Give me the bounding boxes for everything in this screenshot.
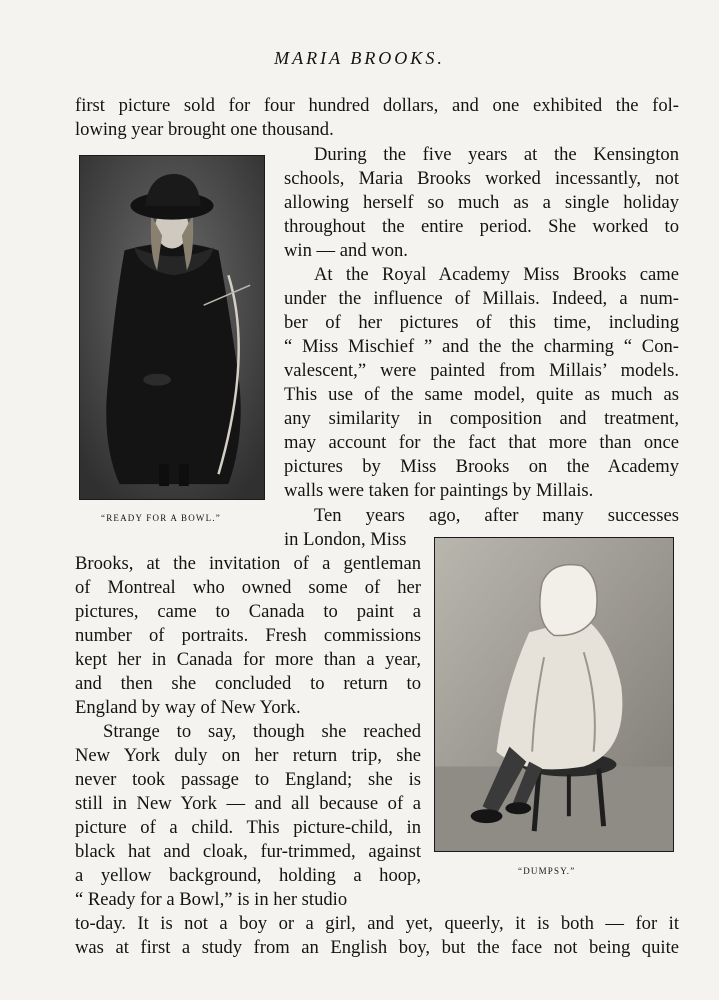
text-line: allowing herself so much as a single holiday [284,192,679,213]
text-line: picture of a child. This picture-child, in [75,817,421,838]
text-line: never took passage to England; she is [75,769,421,790]
caption-ready-for-a-bowl: “READY FOR A BOWL.” [101,513,221,523]
text-line: any similarity in composition and treatment, [284,408,679,429]
text-line: pictures, came to Canada to paint a [75,601,421,622]
text-line: to-day. It is not a boy or a girl, and yet, queerly, it is both — for it [75,913,679,934]
text-line: of Montreal who owned some of her [75,577,421,598]
running-head: MARIA BROOKS. [274,48,445,68]
text-line: win — and won. [284,240,408,261]
text-line: black hat and cloak, fur-trimmed, against [75,841,421,862]
text-line: England by way of New York. [75,697,301,718]
text-line: Strange to say, though she reached [103,721,421,742]
text-line: New York duly on her return trip, she [75,745,421,766]
text-line: This use of the same model, quite as much as [284,384,679,405]
text-line: “ Ready for a Bowl,” is in her studio [75,889,348,910]
illustration-dumpsy [434,537,674,852]
text-line: At the Royal Academy Miss Brooks came [314,264,679,285]
text-line: schools, Maria Brooks worked incessantly, not [284,168,679,189]
text-line: valescent,” were painted from Millais’ models. [284,360,679,381]
text-line: under the influence of Millais. Indeed, a num- [284,288,679,309]
text-line: throughout the entire period. She worked to [284,216,679,237]
text-line: and then she concluded to return to [75,673,421,694]
text-line: may account for the fact that more than once [284,432,679,453]
text-line: ber of her pictures of this time, including [284,312,679,333]
text-line: walls were taken for paintings by Millais. [284,480,594,501]
caption-dumpsy: “DUMPSY.” [518,866,576,876]
text-line: During the five years at the Kensington [314,144,679,165]
text-line: in London, Miss [284,529,407,550]
text-line: first picture sold for four hundred dollars, and one exhibited the fol- [75,95,679,116]
text-line: pictures by Miss Brooks on the Academy [284,456,679,477]
text-line: a yellow background, holding a hoop, [75,865,421,886]
text-line: still in New York — and all because of a [75,793,421,814]
text-line: lowing year brought one thousand. [75,119,334,140]
text-line: “ Miss Mischief ” and the the charming “ Con- [284,336,679,357]
text-line: kept her in Canada for more than a year, [75,649,421,670]
text-line: Brooks, at the invitation of a gentleman [75,553,421,574]
illustration-ready-for-a-bowl [79,155,265,500]
text-line: Ten years ago, after many successes [314,505,679,526]
text-line: was at first a study from an English boy, but the face not being quite [75,937,679,958]
text-line: number of portraits. Fresh commissions [75,625,421,646]
